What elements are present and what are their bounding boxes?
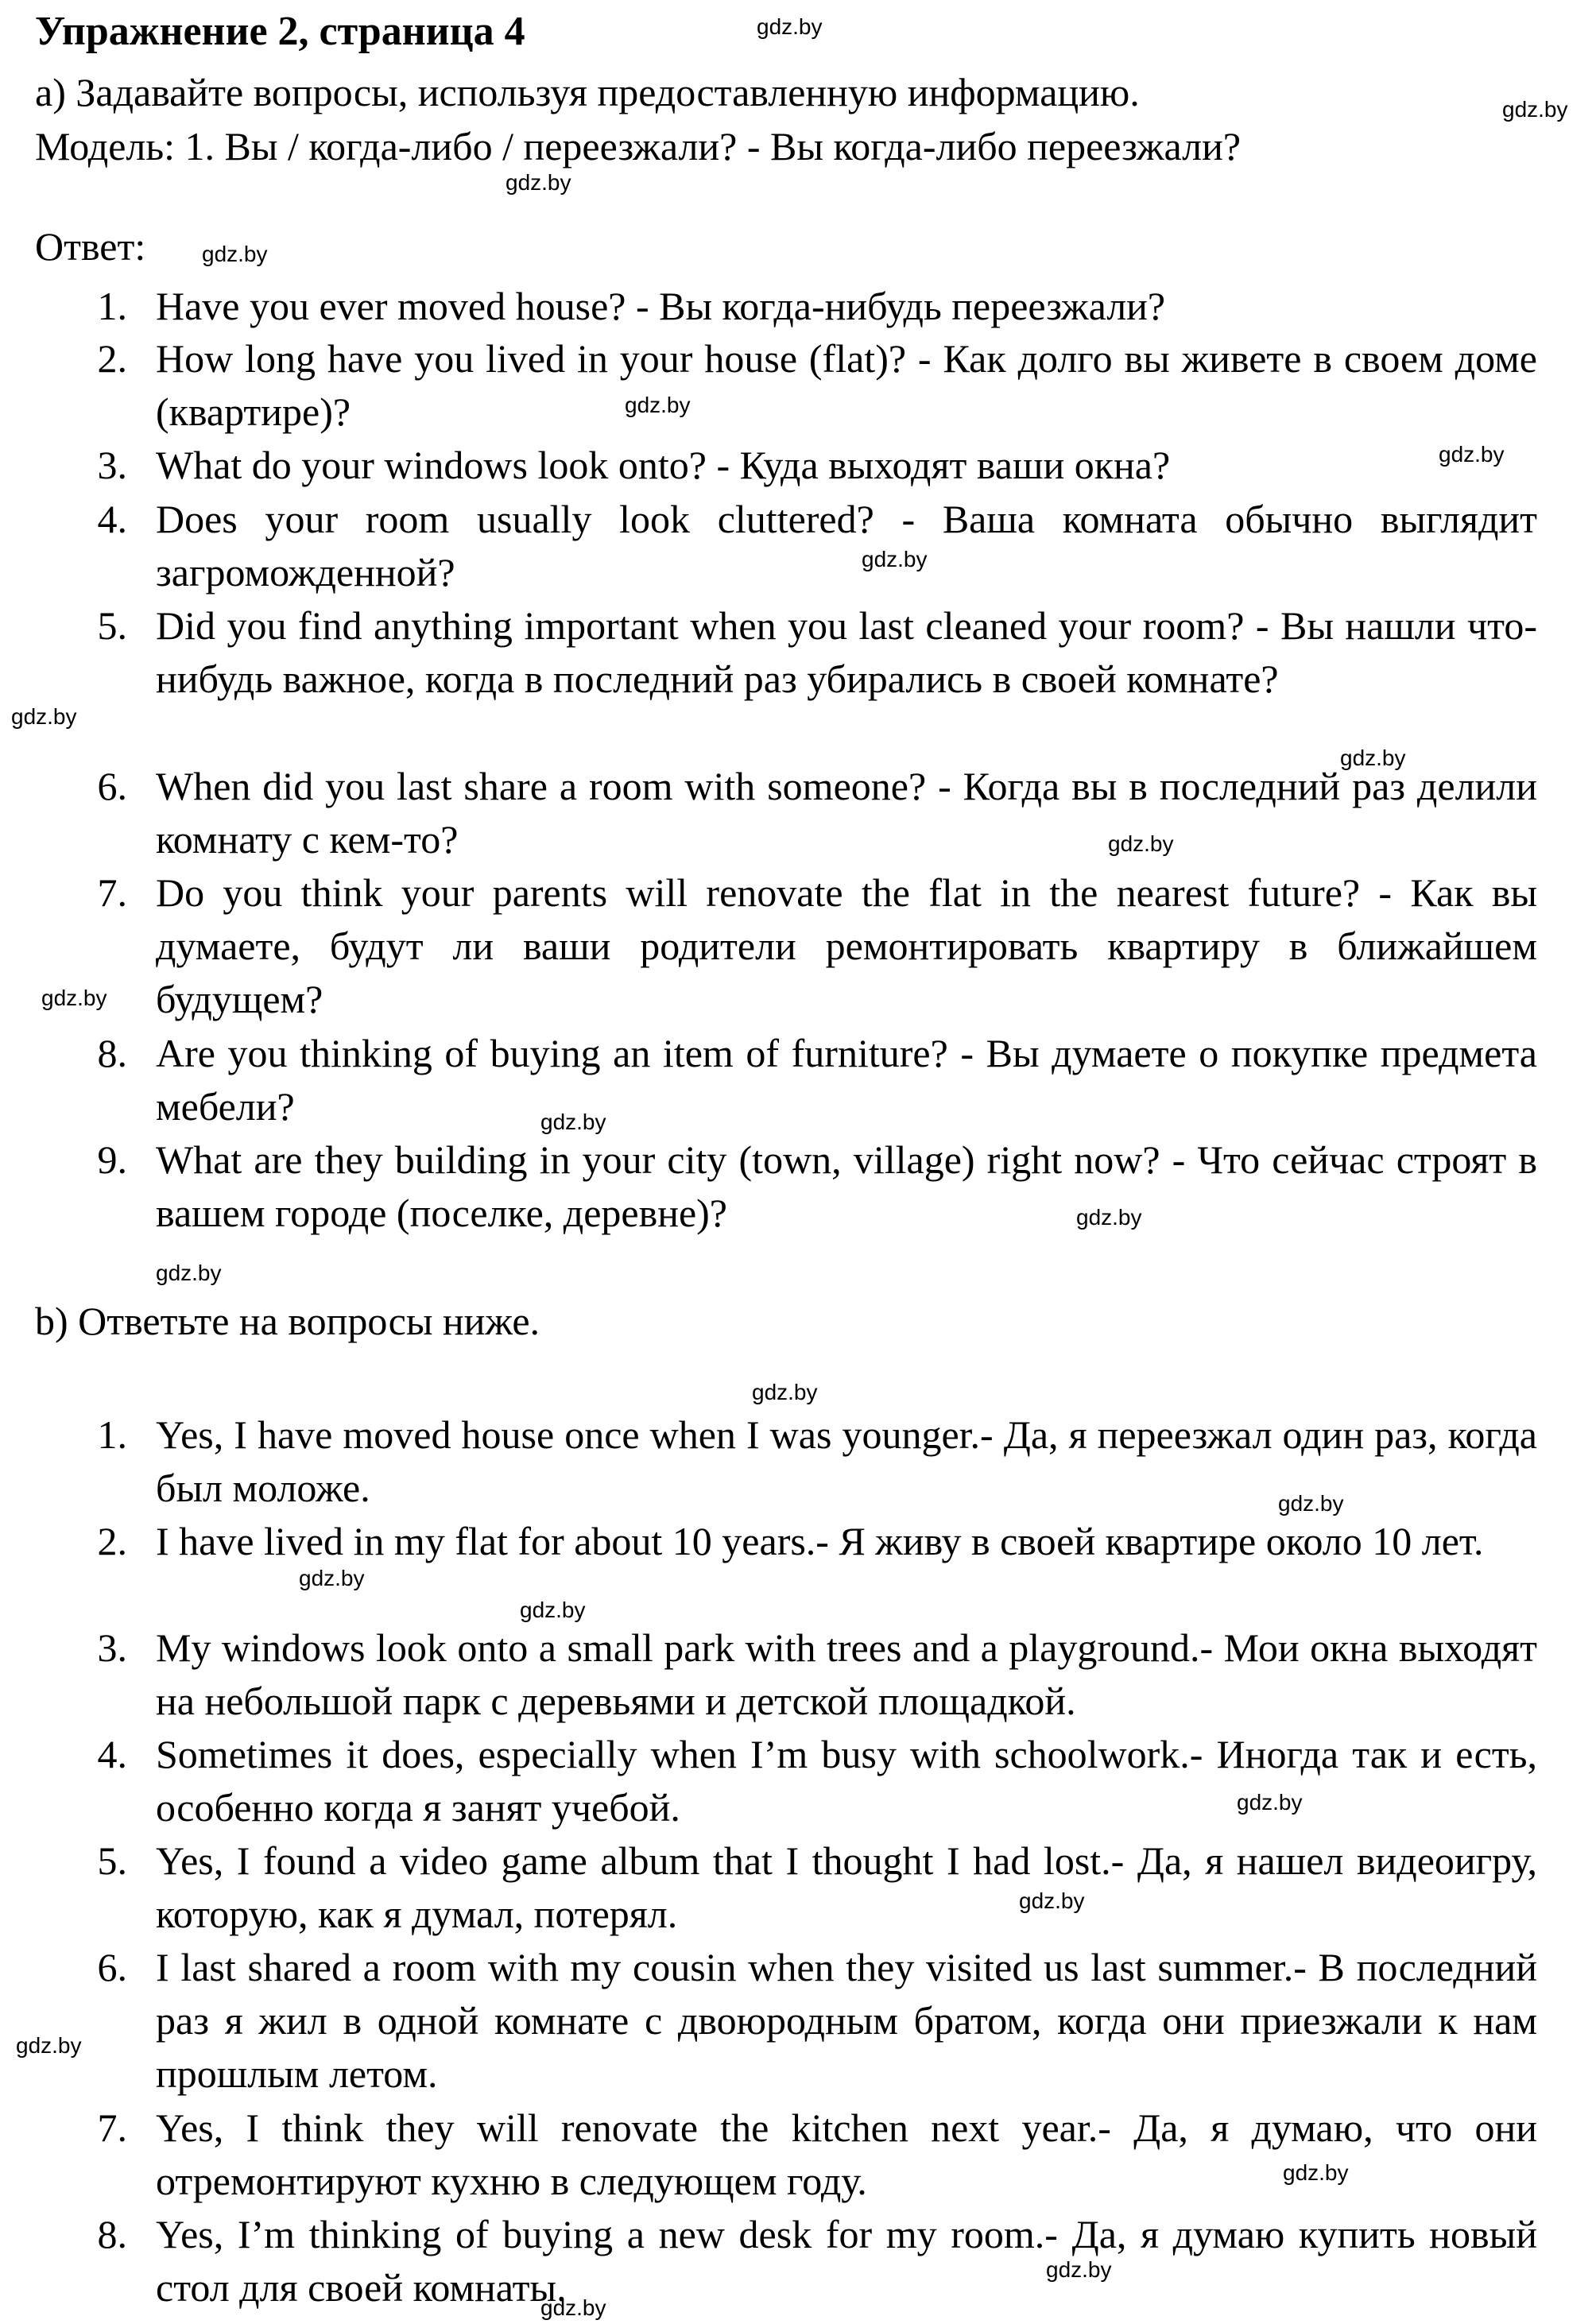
watermark: gdz.by [862, 547, 928, 571]
watermark: gdz.by [11, 704, 77, 729]
item-number: 6. [97, 1945, 127, 1989]
item-number: 9. [97, 1137, 127, 1182]
section-b-heading: b) Ответьте на вопросы ниже. [35, 1299, 540, 1343]
item-text: What do your windows look onto? - Куда выходят ваши окна? [156, 443, 1171, 487]
watermark: gdz.by [1340, 746, 1406, 770]
item-number: 3. [97, 1625, 127, 1670]
item-text: How long have you lived in your house (flat)? - Как долго вы живете в своем доме (квартире)? [156, 336, 1537, 434]
watermark: gdz.by [1283, 2160, 1349, 2185]
item-number: 5. [97, 1838, 127, 1883]
watermark: gdz.by [1502, 97, 1568, 122]
item-text: Are you thinking of buying an item of furniture? - Вы думаете о покупке предмета мебели? [156, 1031, 1537, 1129]
item-number: 2. [97, 336, 127, 381]
item-number: 8. [97, 2212, 127, 2256]
item-number: 6. [97, 764, 127, 808]
watermark: gdz.by [506, 170, 571, 195]
watermark: gdz.by [520, 1598, 586, 1622]
item-text: Do you think your parents will renovate the flat in the nearest future? - Как вы думаете, будут ли ваши родители ремонтировать квартиру в ближайшем будущем? [156, 870, 1537, 1021]
watermark: gdz.by [540, 2295, 606, 2320]
task-a-instruction: a) Задавайте вопросы, используя предоставленную информацию. [35, 70, 1140, 114]
item-number: 1. [97, 1412, 127, 1457]
watermark: gdz.by [757, 14, 823, 39]
watermark: gdz.by [1108, 831, 1174, 856]
watermark: gdz.by [1076, 1205, 1142, 1230]
item-text: When did you last share a room with someone? - Когда вы в последний раз делили комнату с кем-то? [156, 764, 1537, 862]
item-text: Yes, I’m thinking of buying a new desk for my room.- Да, я думаю купить новый стол для своей комнаты. [156, 2212, 1537, 2310]
watermark: gdz.by [1019, 1888, 1085, 1913]
item-number: 2. [97, 1519, 127, 1563]
answer-label: Ответ: [35, 224, 146, 269]
item-number: 8. [97, 1031, 127, 1075]
item-number: 4. [97, 497, 127, 541]
watermark: gdz.by [1237, 1790, 1303, 1815]
item-text: Have you ever moved house? - Вы когда-нибудь переезжали? [156, 284, 1166, 328]
watermark: gdz.by [1439, 442, 1505, 467]
item-text: I last shared a room with my cousin when they visited us last summer.- В последний раз я жил в одной комнате с двоюродным братом, когда они приезжали к нам прошлым летом. [156, 1945, 1537, 2096]
watermark: gdz.by [16, 2033, 82, 2058]
watermark: gdz.by [41, 986, 107, 1010]
item-number: 7. [97, 2105, 127, 2150]
watermark: gdz.by [299, 1566, 365, 1590]
watermark: gdz.by [202, 242, 268, 266]
item-text: What are they building in your city (town, village) right now? - Что сейчас строят в вашем городе (поселке, деревне)? [156, 1137, 1537, 1235]
model-example: Модель: 1. Вы / когда-либо / переезжали? - Вы когда-либо переезжали? [35, 124, 1242, 168]
item-text: I have lived in my flat for about 10 years.- Я живу в своей квартире около 10 лет. [156, 1519, 1484, 1563]
item-text: Sometimes it does, especially when I’m busy with schoolwork.- Иногда так и есть, особенно когда я занят учебой. [156, 1732, 1537, 1830]
item-text: Yes, I think they will renovate the kitchen next year.- Да, я думаю, что они отремонтируют кухню в следующем году. [156, 2105, 1537, 2203]
item-number: 4. [97, 1732, 127, 1776]
item-number: 5. [97, 603, 127, 648]
item-text: Did you find anything important when you last cleaned your room? - Вы нашли что-нибудь важное, когда в последний раз убирались в своей комнате? [156, 603, 1537, 701]
item-text: My windows look onto a small park with trees and a playground.- Мои окна выходят на небольшой парк с деревьями и детской площадкой. [156, 1625, 1537, 1723]
page-title: Упражнение 2, страница 4 [35, 9, 525, 54]
watermark: gdz.by [540, 1110, 606, 1134]
watermark: gdz.by [625, 393, 691, 417]
item-text: Yes, I found a video game album that I thought I had lost.- Да, я нашел видеоигру, которую, как я думал, потерял. [156, 1838, 1537, 1936]
watermark: gdz.by [156, 1261, 222, 1285]
watermark: gdz.by [1046, 2257, 1112, 2282]
item-number: 1. [97, 284, 127, 328]
watermark: gdz.by [752, 1380, 818, 1404]
watermark: gdz.by [1278, 1491, 1344, 1516]
item-text: Yes, I have moved house once when I was younger.- Да, я переезжал один раз, когда был моложе. [156, 1412, 1537, 1510]
item-number: 3. [97, 443, 127, 487]
item-number: 7. [97, 870, 127, 915]
item-text: Does your room usually look cluttered? - Ваша комната обычно выглядит загроможденной? [156, 497, 1537, 595]
